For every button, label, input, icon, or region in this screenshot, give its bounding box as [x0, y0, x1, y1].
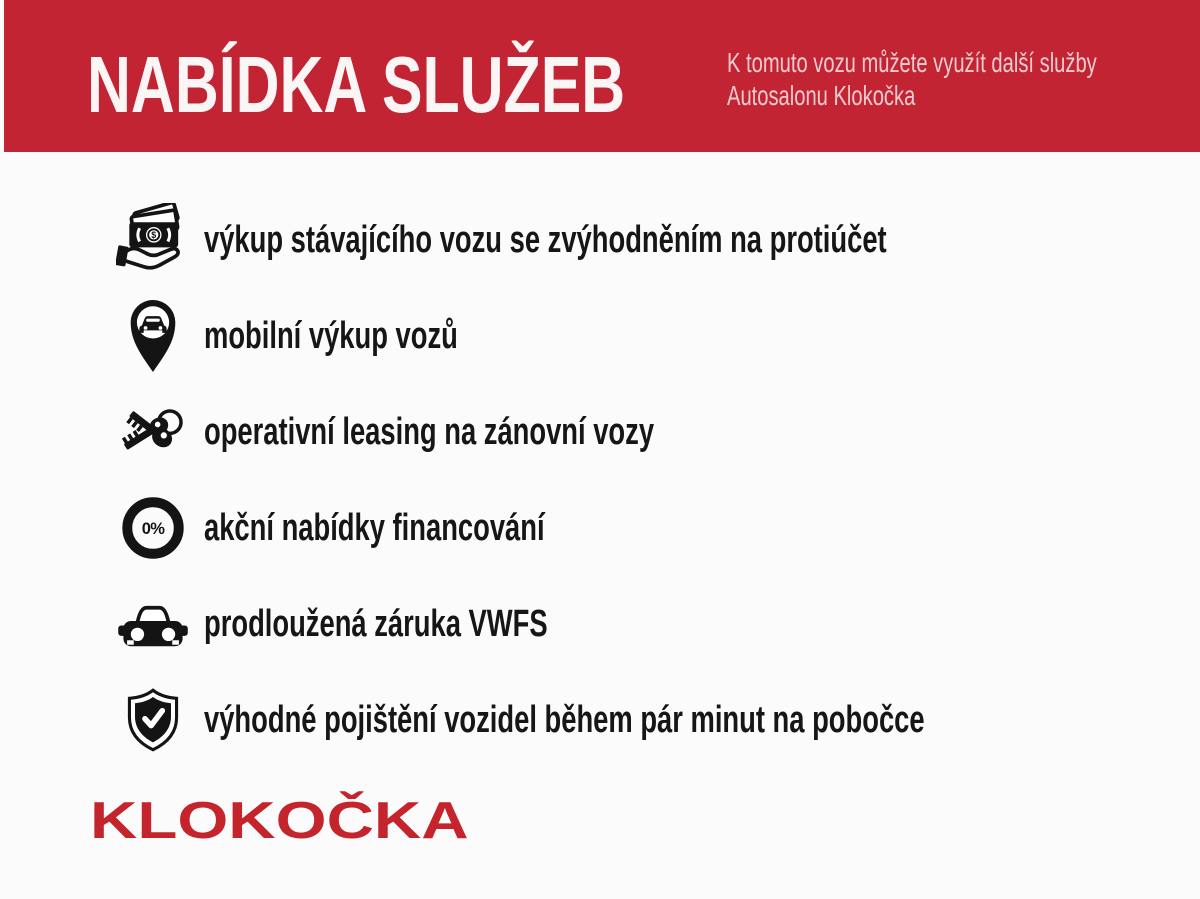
cash-in-hand-icon — [116, 198, 190, 282]
car-location-pin-icon — [116, 294, 190, 378]
brand-logo: KLOKOČKA — [90, 792, 469, 850]
service-label: akční nabídky financování — [204, 506, 545, 549]
header-subtitle-line2: Autosalonu Klokočka — [727, 80, 916, 111]
service-row — [0, 576, 1200, 672]
service-row — [0, 384, 1200, 480]
service-row — [0, 480, 1200, 576]
service-label: výkup stávajícího vozu se zvýhodněním na protiúčet — [204, 218, 887, 261]
page-title — [87, 40, 795, 129]
header-subtitle — [727, 46, 1097, 112]
svg-text:$: $ — [151, 230, 157, 241]
service-list — [0, 192, 1200, 768]
service-row — [0, 672, 1200, 768]
service-row — [0, 288, 1200, 384]
service-label: prodloužená záruka VWFS — [204, 602, 548, 645]
zero-percent-label: 0% — [141, 519, 165, 538]
service-row — [0, 192, 1200, 288]
service-label: výhodné pojištění vozidel během pár minut na pobočce — [204, 698, 925, 741]
service-label: mobilní výkup vozů — [204, 314, 458, 357]
car-front-icon — [116, 582, 190, 666]
car-keys-icon — [116, 390, 190, 474]
header-subtitle-line1: K tomuto vozu můžete využít další služby — [727, 47, 1097, 78]
service-label: operativní leasing na zánovní vozy — [204, 410, 655, 453]
zero-percent-icon — [116, 486, 190, 570]
page-title-text: NABÍDKA SLUŽEB — [87, 40, 626, 129]
shield-check-icon — [116, 678, 190, 762]
